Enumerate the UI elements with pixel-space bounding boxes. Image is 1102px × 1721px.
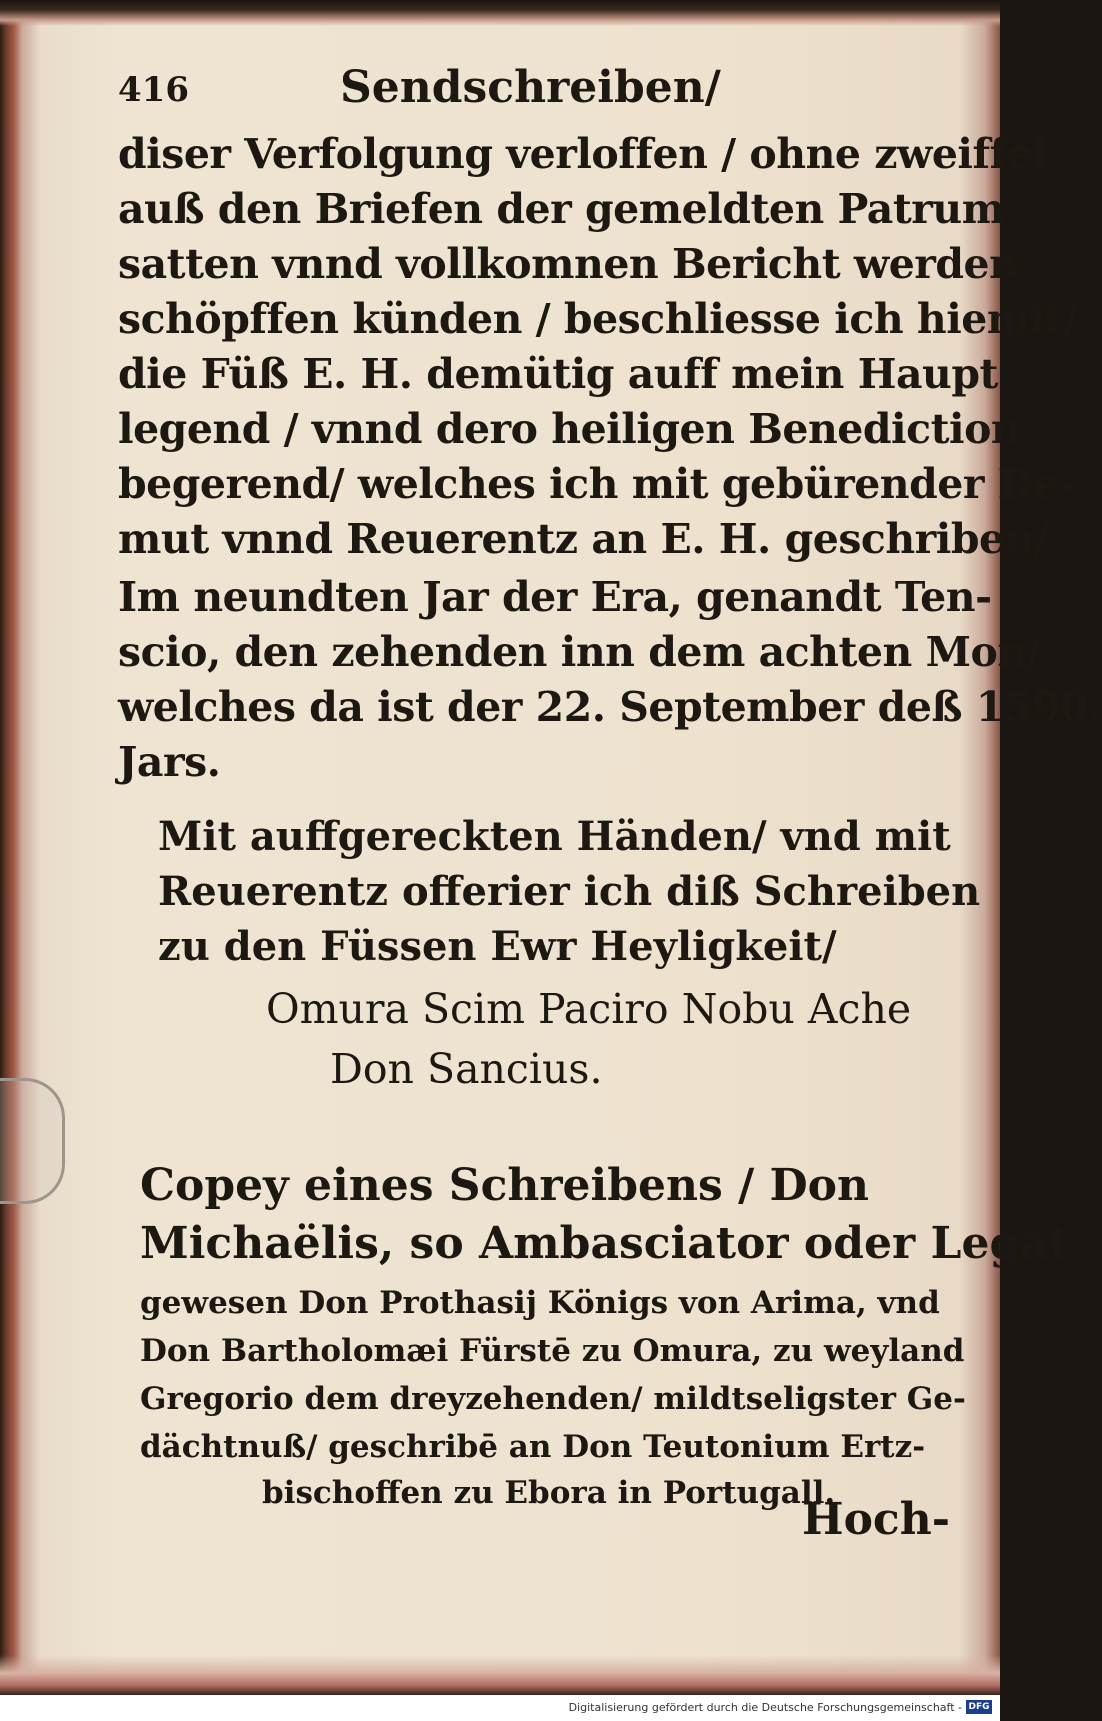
body-line: Im neundten Jar der Era, genandt Ten-: [118, 573, 992, 621]
heading-line: Michaëlis, so Ambasciator oder Legat: [140, 1218, 1070, 1269]
subheading-line: bischoffen zu Ebora in Portugall.: [262, 1475, 836, 1511]
page-clip: [0, 1078, 65, 1204]
catchword: Hoch-: [802, 1494, 950, 1545]
body-line: die Füß E. H. demütig auff mein Haupt: [118, 350, 998, 398]
signature-line: Omura Scim Paciro Nobu Ache: [266, 985, 912, 1033]
body-line: welches da ist der 22. September deß 1590.: [118, 683, 1102, 731]
page-number: 416: [118, 70, 189, 110]
subheading-line: Don Bartholomæi Fürstē zu Omura, zu weyland: [140, 1333, 965, 1369]
signature-line: Don Sancius.: [330, 1045, 603, 1093]
closing-line: Reuerentz offerier ich diß Schreiben: [158, 868, 981, 915]
subheading-line: gewesen Don Prothasij Königs von Arima, vnd: [140, 1285, 940, 1321]
running-head: Sendschreiben/: [340, 62, 721, 113]
page-top-edge: [0, 0, 1000, 26]
heading-line: Copey eines Schreibens / Don: [140, 1160, 869, 1211]
subheading-line: dächtnuß/ geschribē an Don Teutonium Ertz-: [140, 1429, 926, 1465]
footer-credit: Digitalisierung gefördert durch die Deutsche Forschungsgemeinschaft -: [568, 1701, 962, 1714]
body-line: Jars.: [118, 738, 221, 786]
body-line: begerend/ welches ich mit gebürender De-: [118, 460, 1075, 508]
body-line: schöpffen künden / beschliesse ich hiemit/: [118, 295, 1078, 343]
closing-line: Mit auffgereckten Händen/ vnd mit: [158, 813, 951, 860]
closing-line: zu den Füssen Ewr Heyligkeit/: [158, 923, 837, 970]
body-line: satten vnnd vollkomnen Bericht werden: [118, 240, 1019, 288]
body-line: mut vnnd Reuerentz an E. H. geschriben/: [118, 515, 1049, 563]
body-line: scio, den zehenden inn dem achten Mon/: [118, 628, 1042, 676]
page-bottom-edge: [0, 1655, 1000, 1695]
dfg-logo: DFG: [966, 1700, 992, 1714]
body-line: auß den Briefen der gemeldten Patrum: [118, 185, 1005, 233]
body-line: legend / vnnd dero heiligen Benediction: [118, 405, 1021, 453]
body-line: diser Verfolgung verloffen / ohne zweiffel: [118, 130, 1048, 178]
subheading-line: Gregorio dem dreyzehenden/ mildtseligster Ge-: [140, 1381, 966, 1417]
